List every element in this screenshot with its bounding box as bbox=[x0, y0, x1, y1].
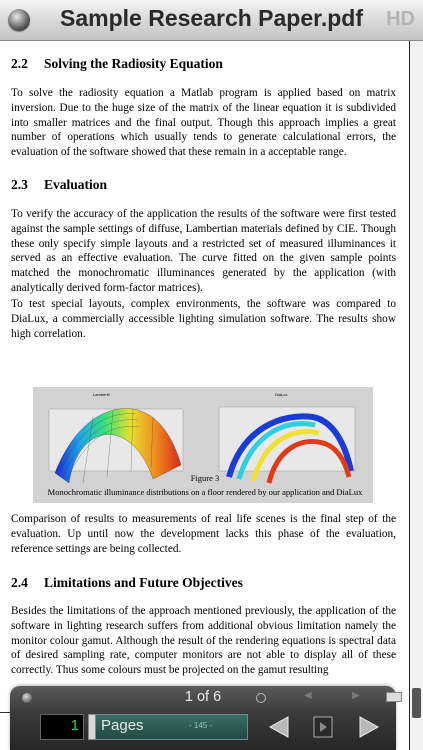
scrollbar-thumb[interactable] bbox=[412, 688, 421, 718]
previous-page-icon[interactable] bbox=[266, 714, 292, 740]
section-title: Evaluation bbox=[44, 177, 108, 192]
paragraph-evaluation-1: To verify the accuracy of the application the results of the software were first tested against the sample settings of diffuse, Lambertian materials defined by CIE. Though these only specify simple layouts and a restricted set of measured illuminances it served as an effective evaluation. The curve fitted on the given sample points matched the monochromatic illuminances generated by the application (with analytically derived form-factor matrices). bbox=[11, 208, 396, 294]
bookmark-dot-icon[interactable] bbox=[256, 693, 266, 703]
paragraph-comparison: Comparison of results to measurements of real life scenes is the final step of the evaluation. Up until now the development lacks this phase of the evaluation, reference settings are being collected. bbox=[11, 513, 396, 555]
page-view-icon[interactable] bbox=[312, 714, 334, 740]
section-title: Solving the Radiosity Equation bbox=[44, 56, 223, 71]
figure-caption: Monochromatic illuminance distributions on a floor rendered by our application and DiaLux bbox=[47, 487, 363, 497]
figure-3-plots bbox=[33, 387, 373, 503]
small-prev-arrow-icon[interactable]: ◀ bbox=[304, 690, 312, 701]
slider-handle[interactable] bbox=[88, 714, 96, 740]
expand-toolbar-icon[interactable] bbox=[386, 692, 402, 702]
section-heading-2-4 bbox=[11, 575, 243, 591]
section-number: 2.4 bbox=[11, 575, 28, 590]
hd-button[interactable]: HD bbox=[386, 8, 415, 30]
section-number: 2.3 bbox=[11, 177, 28, 192]
vertical-scrollbar[interactable] bbox=[409, 41, 423, 750]
paragraph-radiosity: To solve the radiosity equation a Matlab program is applied based on matrix inversion. Due to the huge size of the matrix of the linear equation it is subdivided into smaller matrices and the final output. Though this approach implies a great number of operations which usually tends to generate calculational errors, the evaluation of the software showed that these remain in a acceptable range. bbox=[11, 87, 396, 159]
section-title: Limitations and Future Objectives bbox=[44, 575, 243, 590]
section-heading-2-2 bbox=[11, 56, 223, 72]
left-plot-title: Lambertii bbox=[93, 392, 110, 397]
document-title: Sample Research Paper.pdf bbox=[60, 5, 363, 31]
slider-page-count: - 145 - bbox=[189, 721, 213, 730]
title-bar bbox=[0, 0, 423, 41]
section-heading-2-3 bbox=[11, 177, 107, 193]
pdf-page bbox=[0, 41, 410, 750]
paragraph-limitations: Besides the limitations of the approach mentioned previously, the application of the software in lighting research suffers from additional obvious limitation namely the monitor colour gamut. Although the result of the rendering equations is spectral data of desired sampling rate, computer monitors are not able to display all of these correctly. Thus some colours must be projected on the gamut resulting bbox=[11, 605, 396, 677]
section-number: 2.2 bbox=[11, 56, 28, 71]
current-page-number: 1 bbox=[70, 717, 79, 734]
slider-label: Pages bbox=[101, 717, 144, 734]
current-page-box[interactable] bbox=[40, 714, 84, 740]
page-indicator: 1 of 6 bbox=[184, 689, 222, 705]
small-next-arrow-icon[interactable]: ▶ bbox=[352, 690, 360, 701]
figure-3-image bbox=[33, 387, 373, 503]
divider bbox=[0, 712, 10, 713]
page-navigation-toolbar bbox=[10, 686, 396, 750]
paragraph-evaluation-2: To test special layouts, complex environments, the software was compared to DiaLux, a commercially accessible lighting simulation software. The results show high correlation. bbox=[11, 298, 396, 340]
figure-label: Figure 3 bbox=[190, 473, 220, 483]
next-page-icon[interactable] bbox=[356, 714, 382, 740]
pages-slider[interactable] bbox=[88, 714, 248, 740]
right-plot-title: DiaLux bbox=[275, 392, 288, 397]
